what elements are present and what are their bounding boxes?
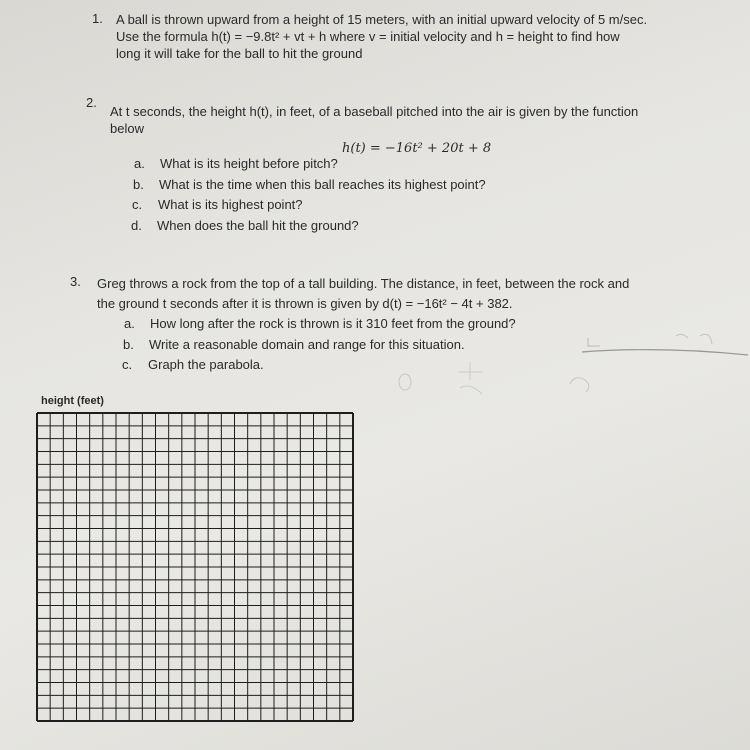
problem-2-part-d [131, 217, 359, 235]
part-text: Write a reasonable domain and range for this situation. [149, 337, 465, 352]
part-text: What is its highest point? [158, 197, 303, 212]
problem-2-number: 2. [86, 95, 97, 110]
y-axis-label: height (feet) [41, 395, 104, 407]
part-letter: b. [123, 337, 134, 352]
problem-1-text [116, 11, 726, 62]
pencil-scribble [360, 322, 750, 417]
problem-1-line-2: Use the formula h(t) = −9.8t² + vt + h where v = initial velocity and h = height to find how [116, 29, 620, 44]
problem-3-number: 3. [70, 274, 81, 289]
problem-2-part-a [134, 155, 338, 173]
problem-1-number: 1. [92, 11, 103, 26]
problem-2-part-b [133, 176, 486, 194]
part-text: What is its height before pitch? [160, 156, 338, 171]
part-text: Graph the parabola. [148, 357, 264, 372]
part-letter: b. [133, 177, 144, 192]
part-text: How long after the rock is thrown is it 310 feet from the ground? [150, 316, 516, 331]
problem-1-line-1: A ball is thrown upward from a height of 15 meters, with an initial upward velocity of 5 m/sec. [116, 12, 648, 27]
part-text: When does the ball hit the ground? [157, 218, 359, 233]
part-letter: c. [132, 197, 143, 212]
graph-grid [36, 412, 354, 724]
problem-2-line-2: below [110, 121, 144, 136]
part-letter: c. [122, 357, 133, 372]
part-letter: d. [131, 218, 142, 233]
problem-3-line-1: Greg throws a rock from the top of a tall building. The distance, in feet, between the rock and [97, 276, 630, 291]
part-letter: a. [134, 156, 145, 171]
part-text: What is the time when this ball reaches its highest point? [159, 177, 486, 192]
problem-3-part-c [122, 356, 264, 374]
problem-1-line-3: long it will take for the ball to hit the ground [116, 46, 363, 61]
part-letter: a. [124, 316, 135, 331]
problem-2-text [110, 103, 720, 137]
problem-3-line-2: the ground t seconds after it is thrown is given by d(t) = −16t² − 4t + 382. [97, 296, 513, 311]
problem-3-text [97, 274, 737, 314]
problem-2-part-c [132, 196, 303, 214]
problem-2-line-1: At t seconds, the height h(t), in feet, of a baseball pitched into the air is given by the function [110, 104, 639, 119]
problem-2-equation: h(t) = −16t² + 20t + 8 [342, 141, 492, 156]
